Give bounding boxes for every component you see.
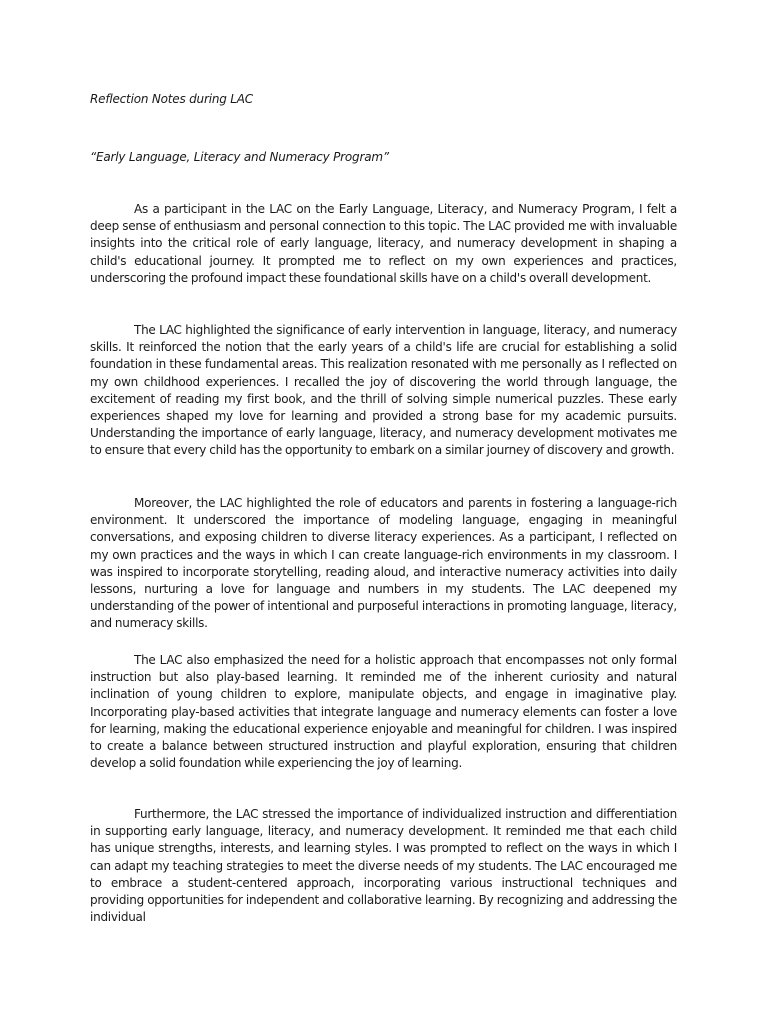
paragraph-2: The LAC highlighted the significance of early intervention in language, literacy, and numeracy skills. It reinforced the notion that the early years of a child's life are crucial for establishing a solid foundation in these fundamental areas. This realization resonated with me personally as I reflected on my own childhood experiences. I recalled the joy of discovering the world through language, the excitement of reading my first book, and the thrill of solving simple numerical puzzles. These early experiences shaped my love for learning and provided a strong base for my academic pursuits. Understanding the importance of early language, literacy, and numeracy development motivates me to ensure that every child has the opportunity to embark on a similar journey of discovery and growth. bbox=[90, 323, 677, 458]
paragraph-3: Moreover, the LAC highlighted the role of educators and parents in fostering a language-rich environment. It underscored the importance of modeling language, engaging in meaningful conversations, and exposing children to diverse literacy experiences. As a participant, I reflected on my own practices and the ways in which I can create language-rich environments in my classroom. I was inspired to incorporate storytelling, reading aloud, and interactive numeracy activities into daily lessons, nurturing a love for language and numbers in my students. The LAC deepened my understanding of the power of intentional and purposeful interactions in promoting language, literacy, and numeracy skills. bbox=[90, 496, 677, 631]
document-subtitle: “Early Language, Literacy and Numeracy Program” bbox=[90, 150, 389, 164]
document-title: Reflection Notes during LAC bbox=[90, 92, 253, 106]
paragraph-4: The LAC also emphasized the need for a holistic approach that encompasses not only formal instruction but also play-based learning. It reminded me of the inherent curiosity and natural inclination of young children to explore, manipulate objects, and engage in imaginative play. Incorporating play-based activities that integrate language and numeracy elements can foster a love for learning, making the educational experience enjoyable and meaningful for children. I was inspired to create a balance between structured instruction and playful exploration, ensuring that children develop a solid foundation while experiencing the joy of learning. bbox=[90, 653, 677, 771]
paragraph-5: Furthermore, the LAC stressed the importance of individualized instruction and differentiation in supporting early language, literacy, and numeracy development. It reminded me that each child has unique strengths, interests, and learning styles. I was prompted to reflect on the ways in which I can adapt my teaching strategies to meet the diverse needs of my students. The LAC encouraged me to embrace a student-centered approach, incorporating various instructional techniques and providing opportunities for independent and collaborative learning. By recognizing and addressing the individual bbox=[90, 807, 677, 925]
paragraph-1: As a participant in the LAC on the Early Language, Literacy, and Numeracy Program, I felt a deep sense of enthusiasm and personal connection to this topic. The LAC provided me with invaluable insights into the critical role of early language, literacy, and numeracy development in shaping a child's educational journey. It prompted me to reflect on my own experiences and practices, underscoring the profound impact these foundational skills have on a child's overall development. bbox=[90, 202, 677, 285]
